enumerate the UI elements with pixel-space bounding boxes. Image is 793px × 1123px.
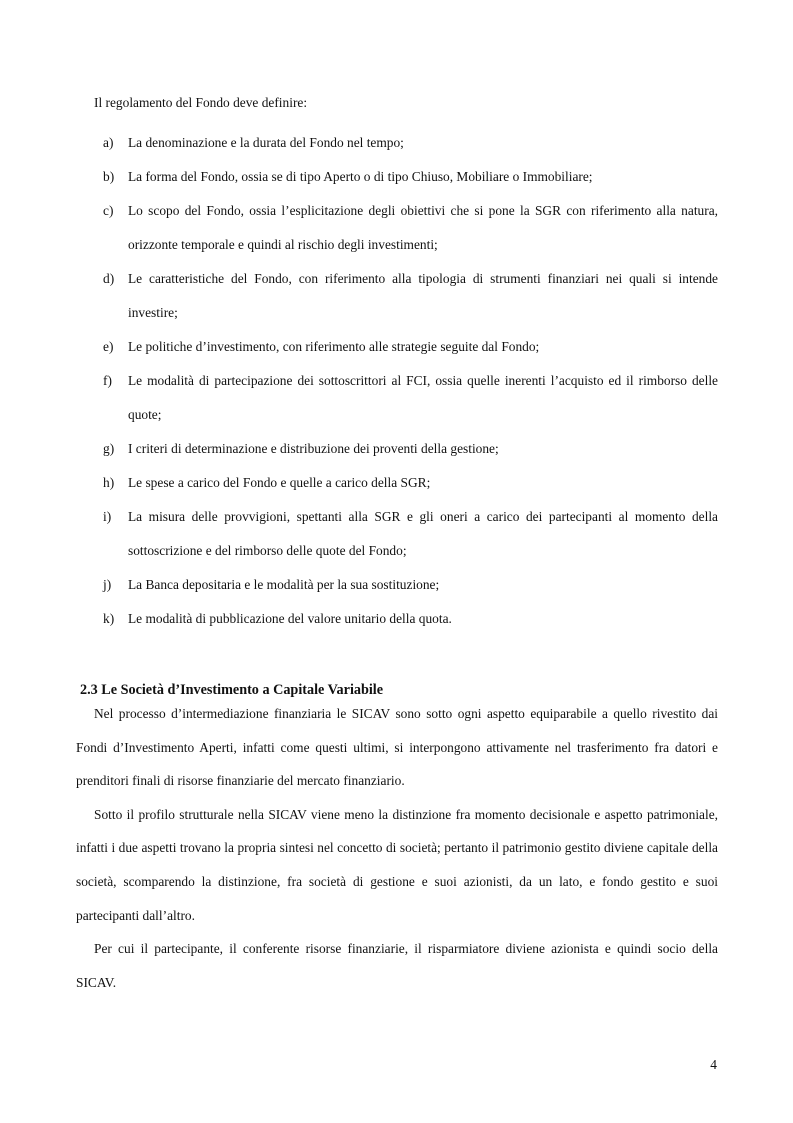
list-item-text: La misura delle provvigioni, spettanti alla SGR e gli oneri a carico dei partecipanti al momento della sottoscrizione e del rimborso delle quote del Fondo; [128,509,718,558]
list-marker: g) [103,441,115,456]
section-body [76,697,718,999]
list-item-j [76,568,718,602]
list-item-text: Le spese a carico del Fondo e quelle a carico della SGR; [128,475,431,490]
list-item-f [76,364,718,432]
list-item-text: Le caratteristiche del Fondo, con riferimento alla tipologia di strumenti finanziari nei quali si intende investire; [128,271,718,320]
list-item-i [76,500,718,568]
list-marker: h) [103,475,115,490]
list-item-text: La Banca depositaria e le modalità per la sua sostituzione; [128,577,440,592]
list-item-c [76,194,718,262]
list-item-text: La forma del Fondo, ossia se di tipo Aperto o di tipo Chiuso, Mobiliare o Immobiliare; [128,169,593,184]
list-marker: f) [103,373,112,388]
fund-regulation-list [76,126,718,636]
list-item-b [76,160,718,194]
list-marker: k) [103,611,115,626]
paragraph-2: Sotto il profilo strutturale nella SICAV viene meno la distinzione fra momento decisionale e aspetto patrimoniale, infatti i due aspetti trovano la propria sintesi nel concetto di società; pertanto il patrimonio gestito diviene capitale della società, scomparendo la distinzione, fra società di gestione e suoi azionisti, da un lato, e fondo gestito e suoi partecipanti dall’altro. [76,806,718,923]
paragraph-1: Nel processo d’intermediazione finanziaria le SICAV sono sotto ogni aspetto equiparabile a quello rivestito dai Fondi d’Investimento Aperti, infatti come questi ultimi, si interpongono attivamente nel trasferimento fra datori e prenditori finali di risorse finanziarie del mercato finanziario. [76,706,718,789]
intro-sentence: Il regolamento del Fondo deve definire: [94,95,308,110]
list-item-k [76,602,718,636]
page-number: 4 [710,1057,717,1072]
list-item-d [76,262,718,330]
list-marker: j) [103,577,112,592]
list-marker: i) [103,509,112,524]
list-item-text: Le modalità di partecipazione dei sottoscrittori al FCI, ossia quelle inerenti l’acquisto ed il rimborso delle quote; [128,373,718,422]
paragraph-3: Per cui il partecipante, il conferente risorse finanziarie, il risparmiatore diviene azionista e quindi socio della SICAV. [76,941,718,990]
section-heading: 2.3 Le Società d’Investimento a Capitale Variabile [80,681,384,698]
list-item-text: Le politiche d’investimento, con riferimento alle strategie seguite dal Fondo; [128,339,540,354]
list-marker: c) [103,203,114,218]
list-item-text: I criteri di determinazione e distribuzione dei proventi della gestione; [128,441,499,456]
list-item-text: Le modalità di pubblicazione del valore unitario della quota. [128,611,452,626]
list-marker: e) [103,339,114,354]
list-item-g [76,432,718,466]
list-item-e [76,330,718,364]
list-marker: a) [103,135,114,150]
list-marker: b) [103,169,115,184]
list-item-text: La denominazione e la durata del Fondo nel tempo; [128,135,404,150]
list-item-h [76,466,718,500]
list-marker: d) [103,271,115,286]
list-item-a [76,126,718,160]
list-item-text: Lo scopo del Fondo, ossia l’esplicitazione degli obiettivi che si pone la SGR con riferimento alla natura, orizzonte temporale e quindi al rischio degli investimenti; [128,203,718,252]
